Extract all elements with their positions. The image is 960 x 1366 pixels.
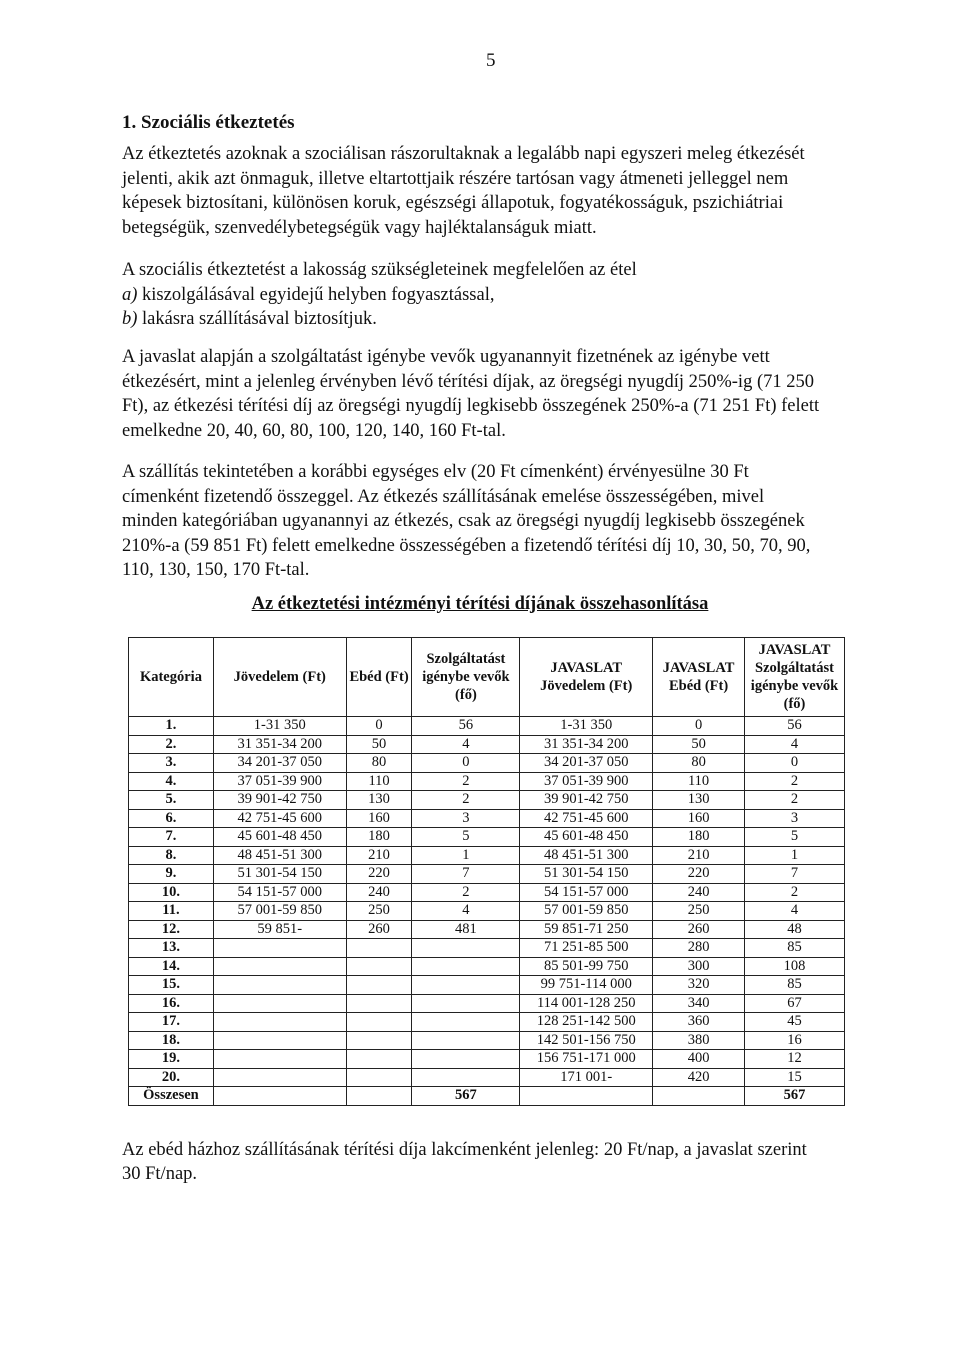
column-header: Szolgáltatást igénybe vevők (fő) xyxy=(412,638,520,717)
table-cell: 0 xyxy=(745,754,845,773)
table-row xyxy=(129,772,845,791)
table-cell: 2 xyxy=(412,791,520,810)
text-line: A javaslat alapján a szolgáltatást igénybe vevők ugyanannyit fizetnének az igénybe vett xyxy=(122,347,770,367)
table-cell: 160 xyxy=(346,809,412,828)
category-cell: 13. xyxy=(129,939,214,958)
text-line: 30 Ft/nap. xyxy=(122,1164,198,1184)
table-cell: 56 xyxy=(412,717,520,736)
table-cell: 2 xyxy=(745,791,845,810)
table-cell: 280 xyxy=(653,939,745,958)
category-cell: 9. xyxy=(129,865,214,884)
table-cell: 110 xyxy=(346,772,412,791)
table-row xyxy=(129,920,845,939)
text-line: minden kategóriában ugyanannyi az étkezés, csak az öregségi nyugdíj legkisebb összegének xyxy=(122,511,805,531)
table-cell xyxy=(412,976,520,995)
table-cell xyxy=(346,1031,412,1050)
table-cell: 45 xyxy=(745,1013,845,1032)
table-cell: 45 601-48 450 xyxy=(520,828,653,847)
text-line: 110, 130, 150, 170 Ft-tal. xyxy=(122,560,310,580)
table-cell: 130 xyxy=(346,791,412,810)
table-cell xyxy=(213,1031,346,1050)
table-cell xyxy=(346,957,412,976)
fee-comparison-table xyxy=(128,637,845,1106)
table-cell xyxy=(346,939,412,958)
table-cell: 110 xyxy=(653,772,745,791)
category-cell: 17. xyxy=(129,1013,214,1032)
table-cell: 220 xyxy=(653,865,745,884)
table-cell: 59 851-71 250 xyxy=(520,920,653,939)
table-cell: 59 851- xyxy=(213,920,346,939)
table-cell: 7 xyxy=(412,865,520,884)
table-cell: 3 xyxy=(412,809,520,828)
table-cell: 39 901-42 750 xyxy=(213,791,346,810)
table-row xyxy=(129,1013,845,1032)
table-cell: 4 xyxy=(745,735,845,754)
table-cell xyxy=(213,957,346,976)
table-cell: 16 xyxy=(745,1031,845,1050)
table-cell: 80 xyxy=(346,754,412,773)
table-cell: 4 xyxy=(412,735,520,754)
table-row xyxy=(129,957,845,976)
table-cell: 4 xyxy=(745,902,845,921)
table-title: Az étkeztetési intézményi térítési díjának összehasonlítása xyxy=(251,594,709,614)
table-cell xyxy=(213,939,346,958)
table-cell: 114 001-128 250 xyxy=(520,994,653,1013)
paragraph-definition xyxy=(122,142,840,240)
table-cell: 1 xyxy=(412,846,520,865)
category-cell: 16. xyxy=(129,994,214,1013)
table-cell: 54 151-57 000 xyxy=(213,883,346,902)
table-cell: 85 xyxy=(745,976,845,995)
text-line: Ft), az étkezési térítési díj az öregségi nyugdíj legkisebb összegének 250%-a (71 251 Ft) felett xyxy=(122,396,820,416)
category-cell: 18. xyxy=(129,1031,214,1050)
text-line: jelenti, akik azt önmaguk, illetve eltartottjaik részére tartósan vagy átmeneti jelleggel nem xyxy=(122,168,789,189)
table-cell: 42 751-45 600 xyxy=(213,809,346,828)
text-line: címenként fizetendő összeggel. Az étkezés szállításának emelése összességében, mivel xyxy=(122,486,765,507)
table-row xyxy=(129,828,845,847)
table-cell xyxy=(412,957,520,976)
table-cell: 48 451-51 300 xyxy=(213,846,346,865)
table-cell xyxy=(346,1068,412,1087)
table-total-row xyxy=(129,1087,845,1106)
table-cell: 37 051-39 900 xyxy=(213,772,346,791)
table-cell: 4 xyxy=(412,902,520,921)
table-cell: 128 251-142 500 xyxy=(520,1013,653,1032)
table-cell: 360 xyxy=(653,1013,745,1032)
table-cell: 250 xyxy=(653,902,745,921)
list-marker: b) xyxy=(122,309,138,329)
table-cell: 12 xyxy=(745,1050,845,1069)
table-cell: 240 xyxy=(346,883,412,902)
table-cell: 0 xyxy=(653,717,745,736)
column-header: Kategória xyxy=(129,638,214,717)
table-cell: 108 xyxy=(745,957,845,976)
table-cell: 34 201-37 050 xyxy=(213,754,346,773)
table-row xyxy=(129,1068,845,1087)
category-cell: 14. xyxy=(129,957,214,976)
category-cell: 4. xyxy=(129,772,214,791)
table-cell: 156 751-171 000 xyxy=(520,1050,653,1069)
table-row xyxy=(129,883,845,902)
category-cell: 10. xyxy=(129,883,214,902)
table-cell: 45 601-48 450 xyxy=(213,828,346,847)
category-cell: 3. xyxy=(129,754,214,773)
table-cell: 34 201-37 050 xyxy=(520,754,653,773)
table-cell: 7 xyxy=(745,865,845,884)
table-cell xyxy=(412,994,520,1013)
category-cell: 2. xyxy=(129,735,214,754)
table-row xyxy=(129,809,845,828)
table-cell xyxy=(412,1050,520,1069)
paragraph-proposal xyxy=(122,345,840,443)
column-header: JAVASLAT Szolgáltatást igénybe vevők (fő) xyxy=(745,638,845,717)
table-cell: 130 xyxy=(653,791,745,810)
table-cell xyxy=(213,1087,346,1106)
table-cell xyxy=(346,1013,412,1032)
table-cell: 15 xyxy=(745,1068,845,1087)
table-cell xyxy=(346,976,412,995)
table-cell: 240 xyxy=(653,883,745,902)
table-cell: 31 351-34 200 xyxy=(520,735,653,754)
table-cell: 420 xyxy=(653,1068,745,1087)
table-cell xyxy=(653,1087,745,1106)
table-cell: 2 xyxy=(412,772,520,791)
list-item-b xyxy=(122,307,840,332)
table-cell: 67 xyxy=(745,994,845,1013)
table-cell: 320 xyxy=(653,976,745,995)
table-cell: 340 xyxy=(653,994,745,1013)
table-cell: 210 xyxy=(653,846,745,865)
table-cell xyxy=(346,1050,412,1069)
table-cell xyxy=(213,994,346,1013)
category-cell: Összesen xyxy=(129,1087,214,1106)
category-cell: 15. xyxy=(129,976,214,995)
table-cell xyxy=(412,939,520,958)
table-cell: 2 xyxy=(745,883,845,902)
table-cell: 85 xyxy=(745,939,845,958)
table-cell: 3 xyxy=(745,809,845,828)
section-title: 1. Szociális étkeztetés xyxy=(122,112,295,133)
table-cell: 2 xyxy=(745,772,845,791)
table-cell: 50 xyxy=(653,735,745,754)
table-cell: 180 xyxy=(653,828,745,847)
table-cell: 260 xyxy=(653,920,745,939)
table-cell: 48 xyxy=(745,920,845,939)
paragraph-service-modes xyxy=(122,258,840,332)
page-number: 5 xyxy=(486,50,496,71)
table-row xyxy=(129,717,845,736)
text-line: Az étkeztetés azoknak a szociálisan rászorultaknak a legalább napi egyszeri meleg étkezését xyxy=(122,144,805,164)
table-cell: 56 xyxy=(745,717,845,736)
table-cell xyxy=(213,1068,346,1087)
table-row xyxy=(129,791,845,810)
table-cell: 567 xyxy=(745,1087,845,1106)
table-cell: 481 xyxy=(412,920,520,939)
table-row xyxy=(129,846,845,865)
text-line: étkezésért, mint a jelenleg érvényben lévő térítési díjak, az öregségi nyugdíj 250%-ig (71 250 xyxy=(122,371,814,392)
category-cell: 1. xyxy=(129,717,214,736)
table-cell: 142 501-156 750 xyxy=(520,1031,653,1050)
table-cell: 85 501-99 750 xyxy=(520,957,653,976)
table-cell: 51 301-54 150 xyxy=(520,865,653,884)
table-cell: 0 xyxy=(346,717,412,736)
table-cell xyxy=(213,1050,346,1069)
table-cell: 99 751-114 000 xyxy=(520,976,653,995)
column-header: JAVASLAT Ebéd (Ft) xyxy=(653,638,745,717)
text-line: emelkedne 20, 40, 60, 80, 100, 120, 140, 160 Ft-tal. xyxy=(122,420,506,441)
table-cell: 51 301-54 150 xyxy=(213,865,346,884)
table-cell: 400 xyxy=(653,1050,745,1069)
table-cell xyxy=(412,1013,520,1032)
table-row xyxy=(129,976,845,995)
table-row xyxy=(129,902,845,921)
table-cell: 300 xyxy=(653,957,745,976)
table-cell: 0 xyxy=(412,754,520,773)
table-row xyxy=(129,939,845,958)
category-cell: 20. xyxy=(129,1068,214,1087)
table-cell xyxy=(213,1013,346,1032)
table-cell xyxy=(412,1068,520,1087)
table-cell: 31 351-34 200 xyxy=(213,735,346,754)
table-cell: 57 001-59 850 xyxy=(520,902,653,921)
text-line: betegségük, szenvedélybetegségük vagy hajléktalanságuk miatt. xyxy=(122,217,597,238)
table-cell: 48 451-51 300 xyxy=(520,846,653,865)
table-row xyxy=(129,1031,845,1050)
table-cell: 220 xyxy=(346,865,412,884)
text-line: 210%-a (59 851 Ft) felett emelkedne összességében a fizetendő térítési díj 10, 30, 50, 70, 90, xyxy=(122,535,811,556)
table-cell: 567 xyxy=(412,1087,520,1106)
table-cell: 2 xyxy=(412,883,520,902)
table-row xyxy=(129,735,845,754)
category-cell: 5. xyxy=(129,791,214,810)
table-cell xyxy=(520,1087,653,1106)
column-header: JAVASLAT Jövedelem (Ft) xyxy=(520,638,653,717)
text-line: A szállítás tekintetében a korábbi egységes elv (20 Ft címenként) érvényesülne 30 Ft xyxy=(122,462,749,482)
table-cell: 37 051-39 900 xyxy=(520,772,653,791)
table-cell: 80 xyxy=(653,754,745,773)
paragraph-delivery xyxy=(122,460,840,583)
table-cell: 5 xyxy=(412,828,520,847)
column-header: Jövedelem (Ft) xyxy=(213,638,346,717)
table-row xyxy=(129,994,845,1013)
category-cell: 12. xyxy=(129,920,214,939)
category-cell: 7. xyxy=(129,828,214,847)
table-cell: 260 xyxy=(346,920,412,939)
table-cell: 5 xyxy=(745,828,845,847)
table-cell: 1-31 350 xyxy=(520,717,653,736)
list-text: lakásra szállításával biztosítjuk. xyxy=(137,309,377,329)
delivery-fee-note xyxy=(122,1138,852,1186)
table-cell: 160 xyxy=(653,809,745,828)
list-item-a xyxy=(122,283,840,308)
category-cell: 8. xyxy=(129,846,214,865)
table-row xyxy=(129,1050,845,1069)
text-line: A szociális étkeztetést a lakosság szükségleteinek megfelelően az étel xyxy=(122,260,637,280)
text-line: Az ebéd házhoz szállításának térítési díja lakcímenként jelenleg: 20 Ft/nap, a javaslat szerint xyxy=(122,1140,807,1160)
table-cell: 71 251-85 500 xyxy=(520,939,653,958)
table-cell: 42 751-45 600 xyxy=(520,809,653,828)
table-cell xyxy=(213,976,346,995)
category-cell: 19. xyxy=(129,1050,214,1069)
table-cell: 50 xyxy=(346,735,412,754)
category-cell: 6. xyxy=(129,809,214,828)
table-cell: 250 xyxy=(346,902,412,921)
table-row xyxy=(129,865,845,884)
table-header-row xyxy=(129,638,845,717)
table-cell: 57 001-59 850 xyxy=(213,902,346,921)
table-cell xyxy=(412,1031,520,1050)
table-cell xyxy=(346,994,412,1013)
table-row xyxy=(129,754,845,773)
list-text: kiszolgálásával egyidejű helyben fogyasztással, xyxy=(137,284,495,305)
table-cell: 180 xyxy=(346,828,412,847)
table-cell: 39 901-42 750 xyxy=(520,791,653,810)
text-line: képesek biztosítani, különösen koruk, egészségi állapotuk, fogyatékosságuk, pszichiátriai xyxy=(122,193,784,213)
table-cell: 380 xyxy=(653,1031,745,1050)
table-cell: 210 xyxy=(346,846,412,865)
table-cell xyxy=(346,1087,412,1106)
column-header: Ebéd (Ft) xyxy=(346,638,412,717)
table-cell: 1-31 350 xyxy=(213,717,346,736)
category-cell: 11. xyxy=(129,902,214,921)
table-cell: 171 001- xyxy=(520,1068,653,1087)
table-cell: 1 xyxy=(745,846,845,865)
table-cell: 54 151-57 000 xyxy=(520,883,653,902)
list-marker: a) xyxy=(122,284,138,305)
